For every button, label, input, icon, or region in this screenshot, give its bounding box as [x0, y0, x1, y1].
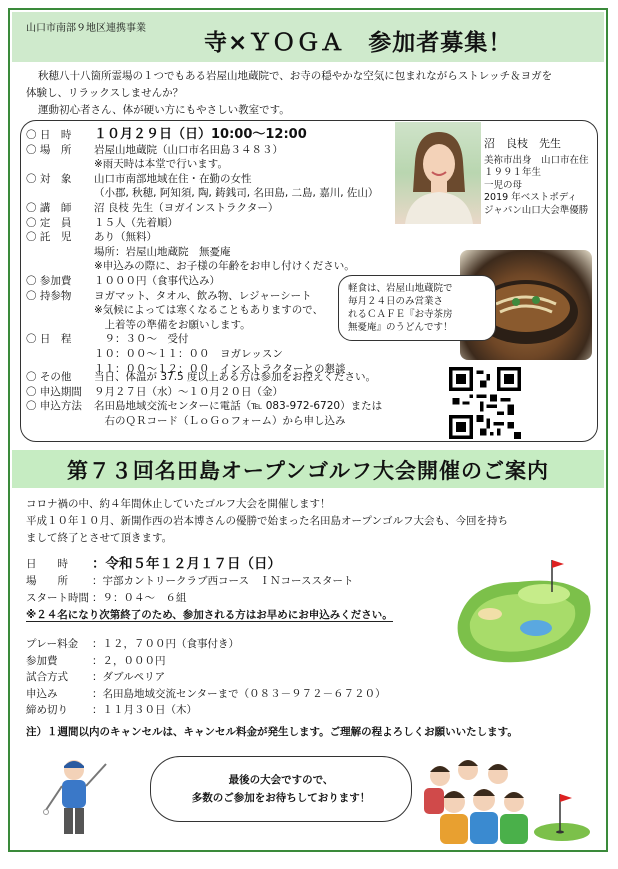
detail-label	[26, 414, 94, 429]
golf-header	[12, 450, 604, 488]
golf-start: ：９：０４～ ６組	[92, 592, 187, 604]
profile-line: １９９１年生	[484, 167, 542, 178]
flag-green-illustration	[532, 790, 592, 842]
detail-value: １１：００～１２：００ インストラクターとの懇談	[94, 362, 346, 375]
profile-line: ジャパン山口大会準優勝	[484, 204, 589, 216]
yoga-intro	[26, 68, 592, 119]
organizer-label: 山口市南部９地区連携事業	[26, 23, 146, 34]
golf-label: 申込み	[26, 687, 58, 700]
detail-label: 〇 日 時	[26, 129, 72, 141]
detail-label: 〇 日 程	[26, 333, 72, 346]
detail-value: １０００円（食事代込み）	[94, 274, 220, 287]
golf-intro-line: コロナ禍の中、約４年間休止していたゴルフ大会を開催します！	[26, 498, 331, 510]
detail-value: 上着等の準備をお願いします。	[94, 318, 251, 331]
detail-label	[26, 186, 94, 201]
yoga-application	[26, 370, 446, 428]
detail-value: 山口市南部地域在住・在勤の女性	[94, 172, 252, 185]
golf-label: スタート時間	[26, 592, 89, 604]
detail-label: 〇 場 所	[26, 143, 72, 156]
detail-label	[26, 245, 94, 260]
golf-intro-line: 平成１０年１０月、新開作西の岩本博さんの優勝で始まった名田島オープンゴルフ大会も、今回を持ち	[26, 515, 509, 527]
instructor-photo	[395, 122, 481, 224]
detail-label: 〇 託 児	[26, 231, 72, 244]
detail-label	[26, 157, 94, 172]
cheering-crowd-illustration	[420, 754, 532, 844]
qr-code[interactable]	[448, 367, 522, 439]
bubble-line: 毎月２４日のみ営業さ	[348, 296, 444, 307]
golf-date: ：令和５年１２月１７日（日）	[92, 556, 281, 572]
golf-label: 締め切り	[26, 704, 68, 717]
golf-title: 第７３回名田島オープンゴルフ大会開催のご案内	[66, 459, 550, 483]
detail-value: ※申込みの際に、お子様の年齢をお申し付けください。	[94, 260, 355, 273]
golf-value: ：名田島地域交流センターまで（０８３－９７２－６７２０）	[92, 687, 386, 700]
closing-line: 多数のご参加をお待ちしております！	[191, 792, 371, 804]
profile-line: 美祢市出身 山口市在住	[484, 154, 589, 166]
golf-label: プレー料金	[26, 638, 79, 650]
cancellation-note: 注）１週間以内のキャンセルは、キャンセル料金が発生します。ご理解の程よろしくお願いいたします。	[26, 726, 518, 738]
detail-label: 〇 講 師	[26, 201, 72, 214]
bubble-line: 無憂庵』のうどんです！	[348, 322, 453, 333]
detail-value: 名田島地域交流センターに電話（℡ 083-972-6720）または	[94, 400, 383, 413]
detail-value: 岩屋山地蔵院（山口市名田島３４８３）	[94, 143, 283, 156]
detail-value: ヨガマット、タオル、飲み物、レジャーシート	[94, 289, 312, 302]
detail-value: ９：３０～ 受付	[94, 333, 189, 346]
detail-value: １５人（先着順）	[94, 216, 178, 229]
detail-label	[26, 259, 94, 274]
detail-label: 〇 参加費	[26, 274, 72, 287]
yoga-title: 寺×ＹＯＧＡ 参加者募集！	[204, 30, 513, 56]
golf-value: ：１１月３０日（木）	[92, 704, 197, 717]
profile-line: 2019 年ベストボディ	[484, 192, 577, 203]
golf-value: ：２，０００円	[92, 654, 166, 667]
cafe-speech-bubble	[338, 275, 496, 341]
golf-label: 試合方式	[26, 671, 68, 684]
detail-label: 〇 定 員	[26, 216, 72, 229]
detail-label	[26, 303, 94, 318]
detail-label	[26, 318, 94, 333]
closing-line: 最後の大会ですので、	[228, 774, 334, 786]
golf-details	[26, 636, 446, 719]
bubble-line: 軽食は、岩屋山地蔵院で	[348, 283, 453, 294]
golf-value: ：ダブルペリア	[92, 671, 166, 684]
golfer-illustration	[40, 756, 112, 842]
closing-speech-bubble	[150, 756, 412, 822]
golf-intro-line: まして終了とさせて頂きます。	[26, 532, 173, 544]
yoga-details	[26, 127, 379, 376]
instructor-name: 沼 良枝 先生	[484, 137, 561, 150]
detail-label: 〇 申込方法	[26, 400, 82, 413]
golf-course-illustration	[448, 552, 598, 670]
golf-label: 参加費	[26, 654, 58, 667]
detail-value: 沼 良枝 先生（ヨガインストラクター）	[94, 201, 279, 214]
detail-value: １０：００～１１：００ ヨガレッスン	[94, 347, 283, 360]
detail-value: 右のＱＲコード（ＬｏＧｏフォーム）から申し込み	[94, 414, 346, 427]
detail-value: ※気候によっては寒くなることもありますので、	[94, 304, 324, 317]
golf-value: ：１２，７００円（食事付き）	[92, 638, 239, 650]
detail-label: 〇 持参物	[26, 289, 72, 302]
instructor-profile	[484, 138, 604, 217]
detail-label: 〇 その他	[26, 371, 72, 383]
golf-warning: ※２４名になり次第終了のため、参加される方はお早めにお申込みください。	[26, 609, 393, 621]
detail-label: 〇 対 象	[26, 172, 72, 185]
detail-value: １０月２９日（日）10:00～12:00	[94, 127, 307, 142]
intro-line: 秋穂八十八箇所霊場の１つでもある岩屋山地蔵院で、お寺の穏やかな空気に包まれながらストレッチ＆ヨガを	[38, 70, 553, 82]
detail-value: 当日、体温が 37.5 度以上ある方は参加をお控えください。	[94, 371, 377, 383]
golf-label: 場 所	[26, 575, 68, 587]
detail-value: 場所：岩屋山地蔵院 無憂庵	[94, 245, 231, 258]
detail-value: あり（無料）	[94, 231, 157, 244]
yoga-header	[12, 12, 604, 62]
golf-label: 日 時	[26, 558, 68, 570]
detail-value: ※雨天時は本堂で行います。	[94, 158, 228, 171]
detail-value: （小郡, 秋穂, 阿知須, 陶, 鋳銭司, 名田島, 二島, 嘉川, 佐山）	[94, 187, 379, 200]
detail-label	[26, 347, 94, 362]
detail-label: 〇 申込期間	[26, 385, 82, 398]
bubble-line: れるＣＡＦＥ『お寺茶房	[348, 309, 453, 320]
golf-schedule	[26, 556, 466, 624]
detail-value: ９月２７日（水）～１０月２０日（金）	[94, 385, 283, 398]
golf-intro	[26, 496, 596, 547]
intro-line: 体験し、リラックスしませんか？	[26, 87, 184, 99]
profile-line: 一児の母	[484, 179, 523, 191]
golf-place: ：宇部カントリークラブ西コース ＩＮコーススタート	[92, 575, 354, 587]
intro-line: 運動初心者さん、体が硬い方にもやさしい教室です。	[38, 104, 290, 116]
